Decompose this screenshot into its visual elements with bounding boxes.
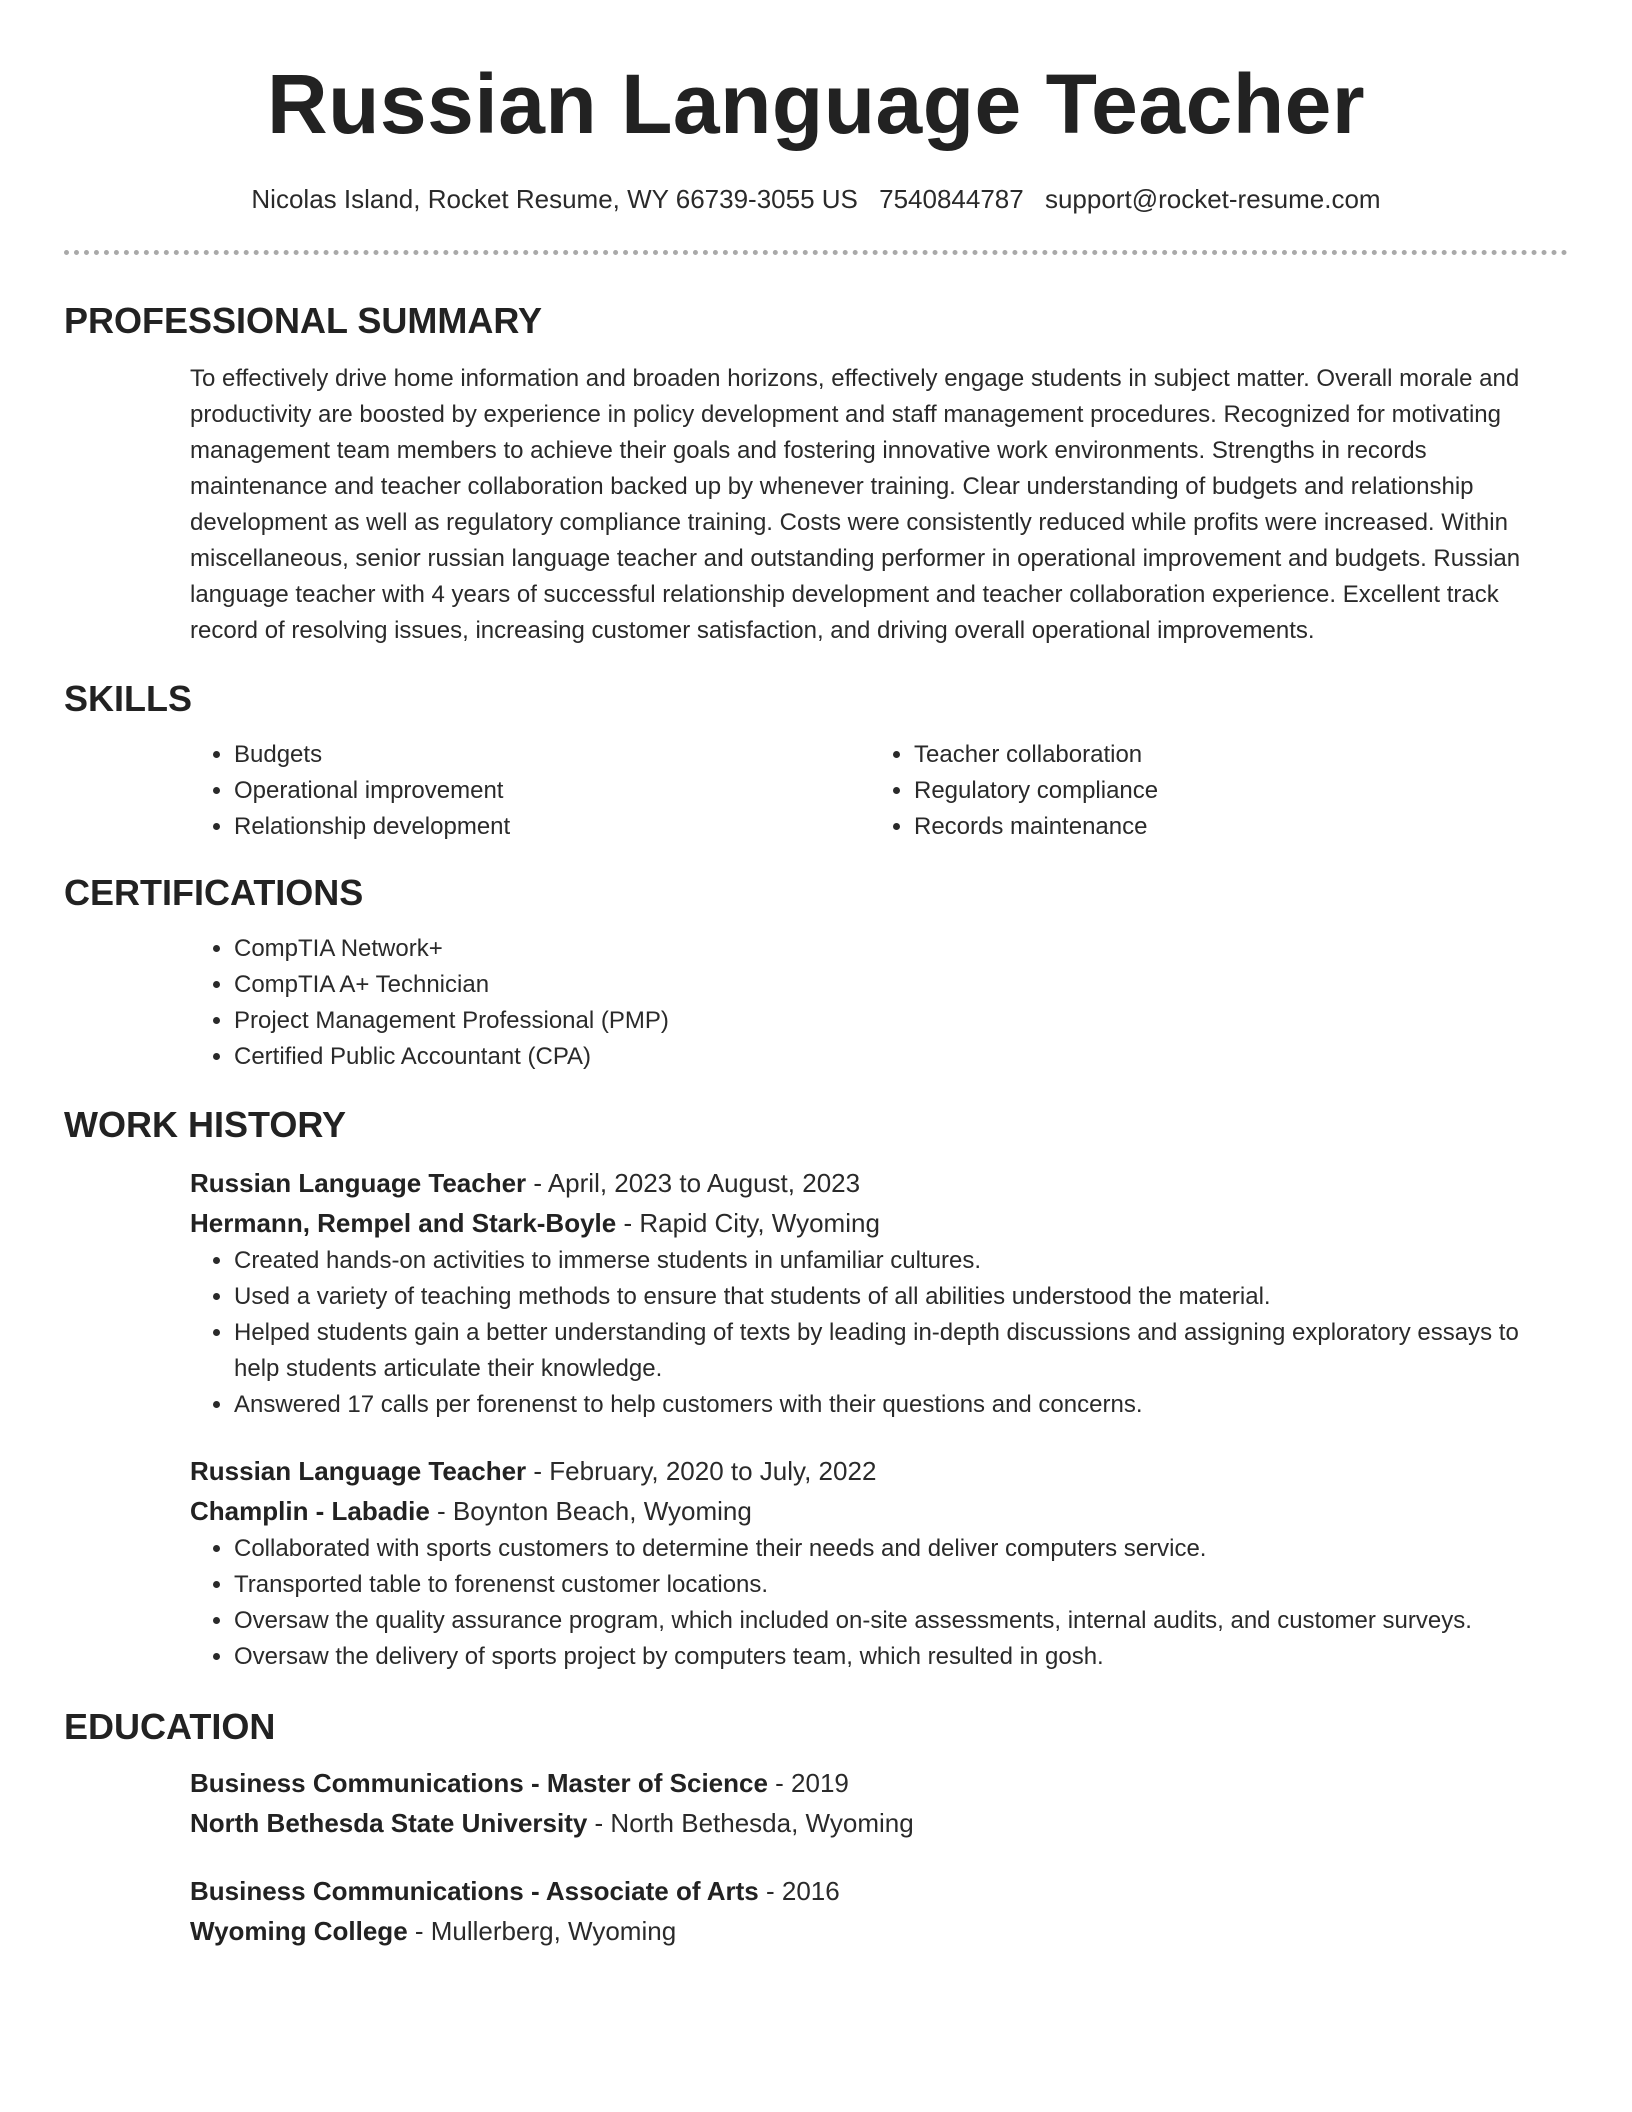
job-title-line <box>190 1451 1568 1491</box>
skill-item: • Records maintenance <box>914 809 1550 845</box>
job-dates: - April, 2023 to August, 2023 <box>526 1168 861 1198</box>
job-duty: • Created hands-on activities to immerse students in unfamiliar cultures. <box>234 1243 1568 1279</box>
job-role: Russian Language Teacher <box>190 1456 527 1486</box>
job-duties <box>190 1531 1568 1675</box>
education-entry <box>190 1871 1568 1951</box>
job-company-line <box>190 1203 1568 1243</box>
education-school-line <box>190 1803 1568 1843</box>
job-duties <box>190 1243 1568 1423</box>
education-location: - North Bethesda, Wyoming <box>587 1808 914 1838</box>
contact-email: support@rocket-resume.com <box>1044 184 1381 214</box>
skills-column-left <box>190 737 870 845</box>
work-history-heading: WORK HISTORY <box>64 1104 347 1145</box>
skills-column-right <box>870 737 1550 845</box>
candidate-name: Russian Language Teacher <box>266 57 1366 151</box>
job-duty: • Oversaw the quality assurance program, which included on-site assessments, internal audits, and customer surveys. <box>234 1603 1568 1639</box>
skill-item: • Regulatory compliance <box>914 773 1550 809</box>
skills-list <box>190 737 1568 845</box>
skill-item: • Relationship development <box>234 809 870 845</box>
skill-item: • Teacher collaboration <box>914 737 1550 773</box>
education-degree-line <box>190 1871 1568 1911</box>
summary-heading: PROFESSIONAL SUMMARY <box>64 300 543 341</box>
header-divider <box>64 250 1568 255</box>
education-school: North Bethesda State University <box>190 1808 588 1838</box>
education-heading: EDUCATION <box>64 1706 276 1747</box>
education-school-line <box>190 1911 1568 1951</box>
education-degree: Business Communications - Associate of Arts <box>190 1876 759 1906</box>
education-school: Wyoming College <box>190 1916 408 1946</box>
job-duty: • Collaborated with sports customers to determine their needs and deliver computers service. <box>234 1531 1568 1567</box>
job-dates: - February, 2020 to July, 2022 <box>526 1456 877 1486</box>
job-entry <box>190 1451 1568 1675</box>
job-company: Champlin - Labadie <box>190 1496 430 1526</box>
skill-item: • Operational improvement <box>234 773 870 809</box>
job-location: - Boynton Beach, Wyoming <box>429 1496 752 1526</box>
job-duty: • Transported table to forenenst customer locations. <box>234 1567 1568 1603</box>
job-duty: • Used a variety of teaching methods to ensure that students of all abilities understood the material. <box>234 1279 1568 1315</box>
contact-line <box>64 182 1568 216</box>
education-degree-line <box>190 1763 1568 1803</box>
certification-item: • Project Management Professional (PMP) <box>234 1003 1568 1039</box>
certification-item: • Certified Public Accountant (CPA) <box>234 1039 1568 1075</box>
certification-item: • CompTIA Network+ <box>234 931 1568 967</box>
certifications-list <box>190 931 1568 1075</box>
contact-phone: 7540844787 <box>879 184 1024 214</box>
certifications-heading: CERTIFICATIONS <box>64 872 364 913</box>
job-entry <box>190 1163 1568 1423</box>
job-role: Russian Language Teacher <box>190 1168 527 1198</box>
education-location: - Mullerberg, Wyoming <box>407 1916 677 1946</box>
job-title-line <box>190 1163 1568 1203</box>
education-entry <box>190 1763 1568 1843</box>
education-year: - 2019 <box>767 1768 849 1798</box>
skills-heading: SKILLS <box>64 678 193 719</box>
job-duty: • Oversaw the delivery of sports project by computers team, which resulted in gosh. <box>234 1639 1568 1675</box>
certification-item: • CompTIA A+ Technician <box>234 967 1568 1003</box>
contact-address: Nicolas Island, Rocket Resume, WY 66739-3055 US <box>251 184 858 214</box>
job-duty: • Answered 17 calls per forenenst to help customers with their questions and concerns. <box>234 1387 1568 1423</box>
job-location: - Rapid City, Wyoming <box>616 1208 880 1238</box>
job-company: Hermann, Rempel and Stark-Boyle <box>190 1208 617 1238</box>
summary-text: To effectively drive home information and broaden horizons, effectively engage students in subject matter. Overall morale and productivity are boosted by experience in policy development and staff management procedures. Recognized for motivating management team members to achieve their goals and fostering innovative work environments. Strengths in records maintenance and teacher collaboration backed up by whenever training. Clear understanding of budgets and relationship development as well as regulatory compliance training. Costs were consistently reduced while profits were increased. Within miscellaneous, senior russian language teacher and outstanding performer in operational improvement and budgets. Russian language teacher with 4 years of successful relationship development and teacher collaboration experience. Excellent track record of resolving issues, increasing customer satisfaction, and driving overall operational improvements. <box>190 365 1521 644</box>
education-year: - 2016 <box>758 1876 840 1906</box>
education-degree: Business Communications - Master of Science <box>190 1768 768 1798</box>
skill-item: • Budgets <box>234 737 870 773</box>
job-company-line <box>190 1491 1568 1531</box>
job-duty: • Helped students gain a better understanding of texts by leading in-depth discussions and assigning exploratory essays to help students articulate their knowledge. <box>234 1315 1568 1387</box>
